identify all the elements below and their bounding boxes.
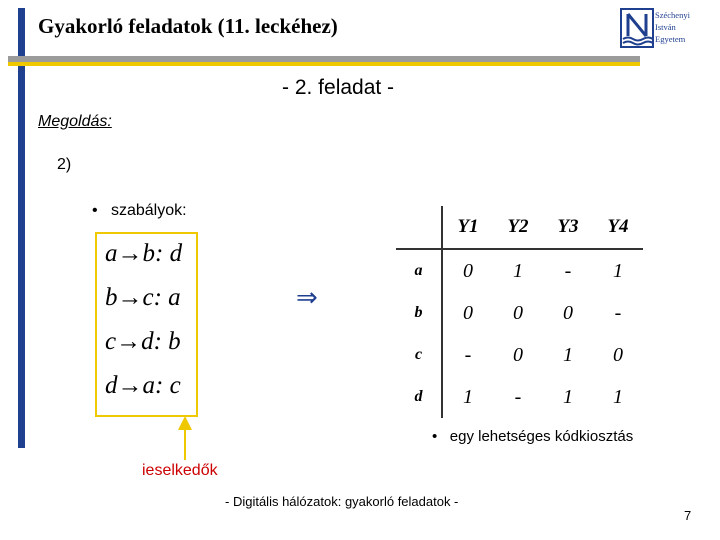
table-cell: 0 xyxy=(513,343,523,366)
rule-line: c→d: b xyxy=(105,328,181,355)
column-header: Y4 xyxy=(593,206,643,249)
table-cell: - xyxy=(564,259,572,282)
logo-line: Egyetem xyxy=(655,34,686,44)
university-logo-text xyxy=(655,9,690,45)
title-underline-yellow xyxy=(8,62,640,66)
table-row xyxy=(396,334,643,376)
table-cell: 1 xyxy=(563,385,573,408)
table-cell: 0 xyxy=(613,343,623,366)
column-header: Y1 xyxy=(442,206,493,249)
encoding-note-bullet: • egy lehetséges kódkiosztás xyxy=(432,428,634,445)
column-header: Y3 xyxy=(543,206,593,249)
row-header: b xyxy=(396,292,442,334)
page-number: 7 xyxy=(684,508,692,523)
table-cell: - xyxy=(514,385,522,408)
row-header: d xyxy=(396,376,442,418)
rules-bullet-text: szabályok: xyxy=(110,202,187,219)
slide-title: Gyakorló feladatok (11. leckéhez) xyxy=(38,14,338,38)
slide-subtitle: - 2. feladat - xyxy=(282,76,395,99)
table-row xyxy=(396,376,643,418)
rule-line: a→b: d xyxy=(105,240,183,267)
row-header: c xyxy=(396,334,442,376)
table-corner xyxy=(396,206,442,249)
table-cell: 1 xyxy=(613,259,623,282)
table-header-row xyxy=(396,206,643,249)
logo-line: Széchenyi xyxy=(655,10,690,20)
table-cell: 0 xyxy=(463,259,473,282)
table-row xyxy=(396,249,643,292)
encoding-note-text: egy lehetséges kódkiosztás xyxy=(449,428,634,445)
item-number: 2) xyxy=(57,156,72,173)
left-accent-bar xyxy=(18,8,25,448)
implies-symbol: ⇒ xyxy=(296,282,318,312)
table-cell: 1 xyxy=(563,343,573,366)
table-cell: 0 xyxy=(563,301,573,324)
table-row xyxy=(396,292,643,334)
solution-label: Megoldás: xyxy=(38,113,112,130)
arrow-shaft xyxy=(184,428,186,460)
rules-bullet: • szabályok: xyxy=(92,202,187,219)
table-cell: - xyxy=(614,301,622,324)
row-header: a xyxy=(396,249,442,292)
arrow-label: ieselkedők xyxy=(142,462,218,479)
code-assignment-table xyxy=(396,206,643,418)
table-cell: 1 xyxy=(613,385,623,408)
university-logo-icon xyxy=(620,8,654,48)
rule-line: d→a: c xyxy=(105,372,181,399)
table-cell: 0 xyxy=(463,301,473,324)
table-cell: 1 xyxy=(513,259,523,282)
rule-line: b→c: a xyxy=(105,284,181,311)
table-cell: 1 xyxy=(463,385,473,408)
column-header: Y2 xyxy=(493,206,543,249)
table-cell: 0 xyxy=(513,301,523,324)
logo-line: István xyxy=(655,22,676,32)
table-cell: - xyxy=(464,343,472,366)
slide-footer: - Digitális hálózatok: gyakorló feladatok - xyxy=(225,494,459,509)
